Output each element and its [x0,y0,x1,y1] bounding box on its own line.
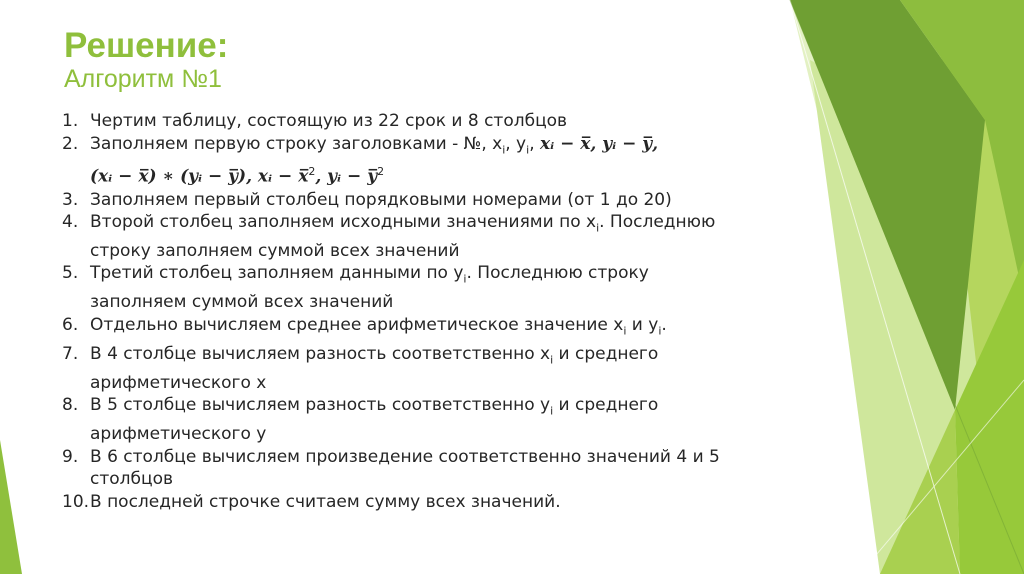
step-text: В 4 столбце вычисляем разность соответственно x [90,343,551,364]
slide-subtitle: Алгоритм №1 [64,65,222,93]
slide-title: Решение: [64,26,229,65]
step-item-8 [62,394,742,445]
step-item-6 [62,314,742,343]
subscript-i: i [658,324,662,338]
step-text: Второй столбец заполняем исходными значениями по x [90,212,597,233]
step-text: В 5 столбце вычисляем разность соответственно y [90,395,551,416]
step-item-1 [62,110,742,133]
subscript-i: i [550,404,554,418]
step-text: Третий столбец заполняем данными по y [90,263,464,284]
step-number: 2. [62,133,79,154]
step-item-3 [62,189,742,212]
step-number: 4. [62,212,79,233]
step-text: . [661,314,667,335]
step-item-4 [62,211,742,262]
deco-left-sliver [0,440,22,574]
step-item-2 [62,133,742,189]
step-number: 1. [62,111,79,131]
step-number: 3. [62,189,79,210]
step-text: Отдельно вычисляем среднее арифметическое значение x [90,314,624,335]
step-text: В последней строчке считаем сумму всех значений. [90,491,561,512]
subscript-i: i [502,142,506,156]
step-text: , y [505,133,527,154]
step-text: . Последнюю строку заполняем суммой всех значений [90,212,716,261]
step-number: 6. [62,314,79,335]
algorithm-steps-list [62,110,742,513]
step-number: 7. [62,343,79,364]
step-item-10 [62,491,742,514]
step-text: и среднего арифметического y [90,395,659,444]
superscript-2: 2 [308,165,316,179]
step-text: В 6 столбце вычисляем произведение соответственно значений 4 и 5 столбцов [90,446,720,489]
math-expression: 𝒙ᵢ − 𝒙̅, 𝒚ᵢ − 𝒚̅, [540,133,659,154]
step-item-7 [62,343,742,394]
subscript-i: i [463,272,467,286]
subscript-i: i [550,353,554,367]
step-text: Заполняем первый столбец порядковыми номерами (от 1 до 20) [90,189,672,210]
step-number: 9. [62,446,79,467]
step-text: Заполняем первую строку заголовками - №, x [90,133,503,154]
step-text: Чертим таблицу, состоящую из 22 срок и 8 столбцов [90,111,568,131]
subscript-i: i [526,142,530,156]
step-item-5 [62,262,742,313]
math-expression: , 𝒚ᵢ − 𝒚̅ [315,167,378,188]
step-text: и среднего арифметического x [90,343,659,393]
step-number: 5. [62,263,79,284]
step-item-9 [62,446,742,491]
step-number: 8. [62,395,79,416]
math-expression: (𝒙ᵢ − 𝒙̅) ∗ (𝒚ᵢ − 𝒚̅), 𝒙ᵢ − 𝒙̅ [90,167,309,188]
superscript-2: 2 [377,165,385,179]
step-text: . Последнюю строку заполняем суммой всех значений [90,263,649,313]
step-text: , [529,133,535,154]
subscript-i: i [623,324,627,338]
subscript-i: i [596,221,600,235]
step-text: и y [626,314,659,335]
step-number: 10. [62,491,90,512]
